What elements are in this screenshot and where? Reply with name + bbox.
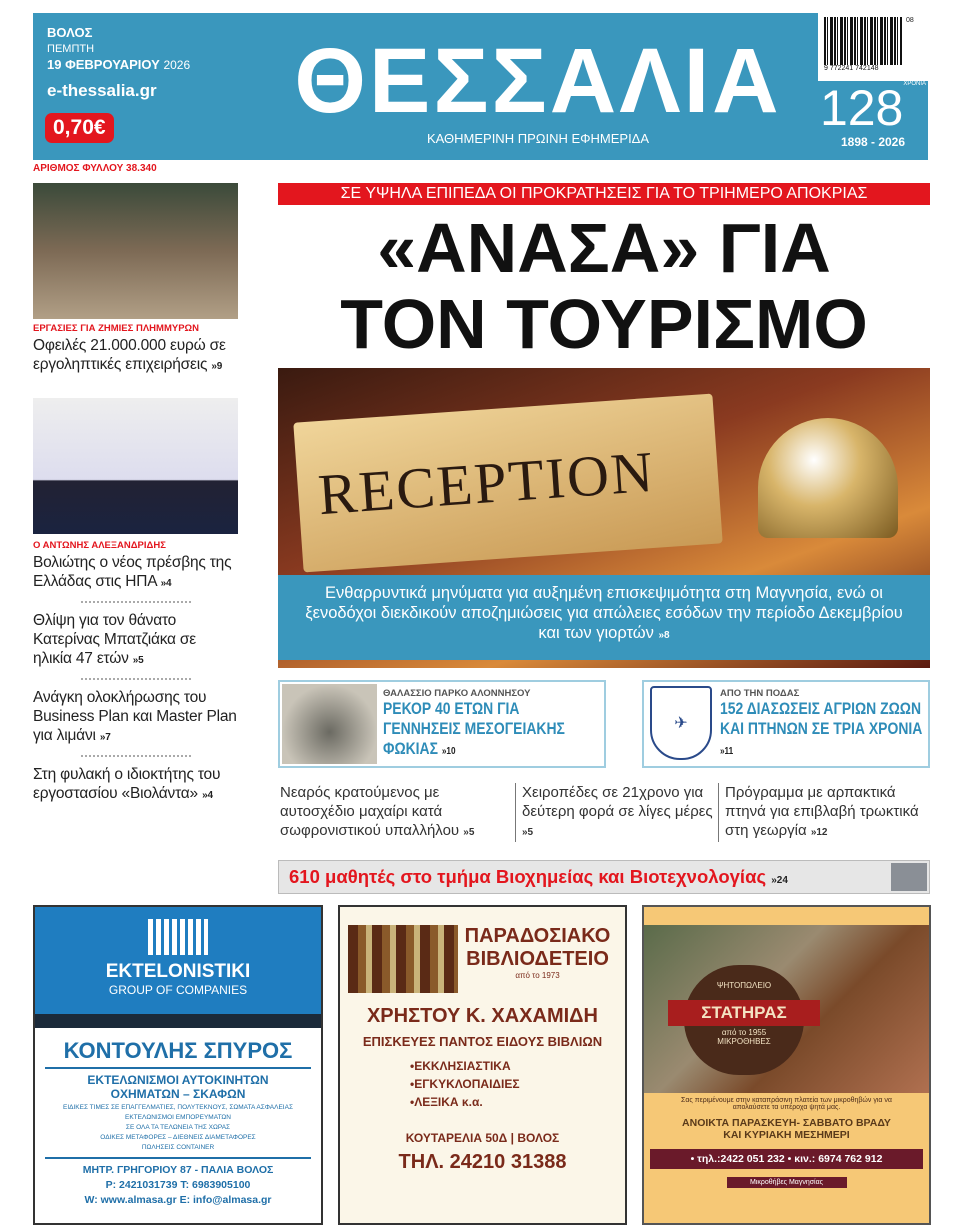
- kicker: ΕΡΓΑΣΙΕΣ ΓΙΑ ΖΗΜΙΕΣ ΠΛΗΜΜΥΡΩΝ: [33, 323, 200, 334]
- ad-web: W: www.almasa.gr E: info@almasa.gr: [84, 1194, 272, 1206]
- sidebar-story[interactable]: [33, 765, 238, 805]
- box-title: ΡΕΚΟΡ 40 ΕΤΩΝ ΓΙΑ ΓΕΝΝΗΣΕΙΣ ΜΕΣΟΓΕΙΑΚΗΣ ΦΩΚΙΑΣ: [383, 699, 565, 758]
- sign-text: RECEPTION: [316, 438, 657, 528]
- ad-phones: P: 2421031739 T: 6983905100: [105, 1179, 251, 1191]
- page-ref: »7: [99, 732, 111, 743]
- ad-group: GROUP OF COMPANIES: [108, 983, 248, 997]
- logo: ΘΕΣΣΑΛΙΑ: [294, 30, 782, 132]
- lead-banner: ΣΕ ΥΨΗΛΑ ΕΠΙΠΕΔΑ ΟΙ ΠΡΟΚΡΑΤΗΣΕΙΣ ΓΙΑ ΤΟ ΤΡΙΗΜΕΡΟ ΑΠΟΚΡΙΑΣ: [278, 183, 930, 205]
- price-badge: 0,70€: [45, 113, 114, 143]
- ad-line: ΣΕ ΟΛΑ ΤΑ ΤΕΛΩΝΕΙΑ ΤΗΣ ΧΩΡΑΣ: [125, 1124, 231, 1131]
- ad-item: •ΕΚΚΛΗΣΙΑΣΤΙΚΑ: [410, 1059, 511, 1073]
- weekday: ΠΕΜΠΤΗ: [47, 43, 95, 55]
- page-ref: »5: [522, 827, 534, 838]
- ad-hours: ΑΝΟΙΚΤΑ ΠΑΡΑΣΚΕΥΗ- ΣΑΒΒΑΤΟ ΒΡΑΔΥ: [682, 1117, 891, 1129]
- ad-line: ΟΔΙΚΕΣ ΜΕΤΑΦΟΡΕΣ – ΔΙΕΘΝΕΙΣ ΔΙΑΜΕΤΑΦΟΡΕΣ: [100, 1134, 256, 1141]
- page-ref: »24: [771, 875, 788, 886]
- ad-name: ΚΟΝΤΟΥΛΗΣ ΣΠΥΡΟΣ: [45, 1038, 311, 1069]
- sidebar-story[interactable]: [33, 323, 238, 376]
- city: ΒΟΛΟΣ: [47, 25, 93, 40]
- page-ref: »5: [463, 827, 475, 838]
- story-text: Χειροπέδες σε 21χρονο για δεύτερη φορά σε λίγες μέρες: [522, 784, 713, 820]
- grill-logo: [684, 965, 804, 1075]
- ad-address: ΜΗΤΡ. ΓΡΗΓΟΡΙΟΥ 87 - ΠΑΛΙΑ ΒΟΛΟΣ: [82, 1164, 274, 1176]
- divider: [81, 755, 191, 757]
- issue-number: ΑΡΙΘΜΟΣ ΦΥΛΛΟΥ 38.340: [33, 163, 157, 174]
- ad-title: ΒΙΒΛΙΟΔΕΤΕΙΟ: [466, 948, 609, 970]
- story-text: Βολιώτης ο νέος πρέσβης της Ελλάδας στις ΗΠΑ: [33, 554, 232, 590]
- ad-item: •ΕΓΚΥΚΛΟΠΑΙΔΙΕΣ: [410, 1077, 520, 1091]
- lead-caption: [278, 575, 930, 660]
- kicker: Ο ΑΝΤΩΝΗΣ ΑΛΕΞΑΝΔΡΙΔΗΣ: [33, 540, 166, 551]
- lead-headline[interactable]: [278, 210, 930, 362]
- page-ref: »4: [202, 790, 213, 801]
- page-ref: »9: [211, 361, 223, 372]
- headline-line: ΤΟΝ ΤΟΥΡΙΣΜΟ: [340, 285, 868, 363]
- flood-photo: [33, 183, 238, 319]
- page-ref: »12: [810, 827, 828, 838]
- bell-icon: [758, 418, 898, 538]
- divider: [81, 601, 191, 603]
- ad-brand: EKTELONISTIKI: [105, 961, 251, 982]
- logo-place: ΜΙΚΡΟΘΗΒΕΣ: [717, 1037, 771, 1046]
- story-text: Στη φυλακή ο ιδιοκτήτης του εργοστασίου «Βιολάντα»: [33, 766, 221, 802]
- story-text: Οφειλές 21.000.000 ευρώ σε εργοληπτικές επιχειρήσεις: [33, 337, 226, 373]
- ad-line: ΕΙΔΙΚΕΣ ΤΙΜΕΣ ΣΕ ΕΠΑΓΓΕΛΜΑΤΙΕΣ, ΠΟΛΥΤΕΚΝΟΥΣ, ΣΩΜΑΤΑ ΑΣΦΑΛΕΙΑΣ: [63, 1104, 293, 1111]
- ad-title: ΠΑΡΑΔΟΣΙΑΚΟ: [464, 925, 611, 947]
- story-text: Θλίψη για τον θάνατο Κατερίνας Μπατζιάκα σε ηλικία 47 ετών: [33, 612, 197, 667]
- page-ref: »4: [160, 578, 172, 589]
- short-story[interactable]: [718, 783, 933, 842]
- masthead: [33, 13, 928, 160]
- divider: [81, 678, 191, 680]
- headline-line: «ΑΝΑΣΑ» ΓΙΑ: [377, 209, 831, 287]
- ad-since: από το 1973: [515, 971, 560, 980]
- ambassador-photo: [33, 398, 238, 534]
- books-photo: [348, 925, 458, 993]
- years: 1898 - 2026: [840, 135, 906, 149]
- ad-grill[interactable]: [642, 905, 931, 1225]
- ad-service: ΕΚΤΕΛΩΝΙΣΜΟΙ ΑΥΤΟΚΙΝΗΤΩΝ: [87, 1073, 269, 1087]
- ad-hours: ΚΑΙ ΚΥΡΙΑΚΗ ΜΕΣΗΜΕΡΙ: [723, 1129, 850, 1141]
- ad-address: ΚΟΥΤΑΡΕΛΙΑ 50Δ | ΒΟΛΟΣ: [405, 1131, 560, 1145]
- ad-service: ΕΠΙΣΚΕΥΕΣ ΠΑΝΤΟΣ ΕΙΔΟΥΣ ΒΙΒΛΙΩΝ: [362, 1034, 603, 1049]
- fire-service-emblem-icon: ✈: [650, 686, 712, 760]
- seal-photo: [282, 684, 377, 764]
- ad-item: •ΛΕΞΙΚΑ κ.α.: [410, 1095, 483, 1109]
- kicker: ΘΑΛΑΣΣΙΟ ΠΑΡΚΟ ΑΛΟΝΝΗΣΟΥ: [383, 688, 531, 699]
- ad-invite: Σας περιμένουμε στην καταπράσινη πλατεία των μικροθηβών για να απολαύσετε τα υπέροχα ψητά μας.: [681, 1097, 892, 1111]
- building-logo-icon: [148, 919, 208, 955]
- ad-location: Μικροθήβες Μαγνησίας: [727, 1177, 847, 1188]
- story-box[interactable]: [642, 680, 930, 768]
- story-text: Ανάγκη ολοκλήρωσης του Business Plan και Master Plan για λιμάνι: [33, 689, 237, 744]
- sidebar-story[interactable]: [33, 611, 238, 670]
- short-story[interactable]: [280, 783, 512, 842]
- ad-line: ΠΩΛΗΣΕΙΣ CONTAINER: [141, 1144, 215, 1151]
- ad-customs[interactable]: [33, 905, 323, 1225]
- students-photo: [891, 863, 927, 891]
- ad-phone: ΤΗΛ. 24210 31388: [398, 1151, 567, 1173]
- ad-service: ΟΧΗΜΑΤΩΝ – ΣΚΑΦΩΝ: [110, 1087, 246, 1101]
- date: 19 ΦΕΒΡΟΥΑΡΙΟΥ: [47, 57, 160, 72]
- strip-text: 610 μαθητές στο τμήμα Βιοχημείας και Βιοτεχνολογίας: [289, 866, 767, 887]
- story-text: Πρόγραμμα με αρπακτικά πτηνά για επιβλαβή τρωκτικά στη γεωργία: [725, 784, 919, 839]
- reception-sign: [293, 394, 722, 573]
- ad-bookbinder[interactable]: [338, 905, 627, 1225]
- logo-arc: ΨΗΤΟΠΩΛΕΙΟ: [716, 981, 772, 990]
- anniversary-number: 128: [819, 80, 904, 136]
- box-title: 152 ΔΙΑΣΩΣΕΙΣ ΑΓΡΙΩΝ ΖΩΩΝ ΚΑΙ ΠΤΗΝΩΝ ΣΕ ΤΡΙΑ ΧΡΟΝΙΑ: [720, 699, 923, 738]
- barcode-issue: 08: [906, 17, 914, 24]
- promo-strip[interactable]: [278, 860, 930, 894]
- caption-text: Ενθαρρυντικά μηνύματα για αυξημένη επισκεψιμότητα στη Μαγνησία, ενώ οι ξενοδόχοι διεκδικούν αποζημιώσεις για απώλειες εσόδων την περίοδο Δεκεμβρίου και των γιορτών: [305, 584, 903, 642]
- sidebar: [33, 183, 238, 805]
- lead-photo: [278, 368, 930, 668]
- story-text: Νεαρός κρατούμενος με αυτοσχέδιο μαχαίρι κατά σωφρονιστικού υπαλλήλου: [280, 784, 460, 839]
- barcode-number: 9 772241 742148: [824, 65, 879, 72]
- logo-name: ΣΤΑΤΗΡΑΣ: [668, 1000, 820, 1026]
- ad-phones: • τηλ.:2422 051 232 • κιν.: 6974 762 912: [650, 1149, 923, 1169]
- tagline: ΚΑΘΗΜΕΡΙΝΗ ΠΡΩΙΝΗ ΕΦΗΜΕΡΙΔΑ: [426, 131, 650, 146]
- logo-since: από το 1955: [721, 1028, 767, 1037]
- ad-line: ΕΚΤΕΛΩΝΙΣΜΟΙ ΕΜΠΟΡΕΥΜΑΤΩΝ: [125, 1114, 231, 1121]
- kicker: ΑΠΟ ΤΗΝ ΠΟΔΑΣ: [720, 688, 800, 699]
- story-box[interactable]: [278, 680, 606, 768]
- page-ref: »11: [720, 746, 734, 757]
- ad-name: ΧΡΗΣΤΟΥ Κ. ΧΑΧΑΜΙΔΗ: [366, 1005, 599, 1027]
- page-ref: »10: [441, 746, 456, 757]
- short-story[interactable]: [515, 783, 715, 842]
- year: 2026: [163, 58, 191, 72]
- page-ref: »8: [658, 630, 670, 641]
- anniversary-label: ΧΡΟΝΙΑ: [903, 81, 927, 87]
- barcode: [818, 13, 928, 81]
- sidebar-story[interactable]: [33, 540, 238, 593]
- sidebar-story[interactable]: [33, 688, 238, 747]
- anniversary: [818, 81, 928, 149]
- website-link[interactable]: e-thessalia.gr: [47, 81, 157, 100]
- page-ref: »5: [132, 655, 144, 666]
